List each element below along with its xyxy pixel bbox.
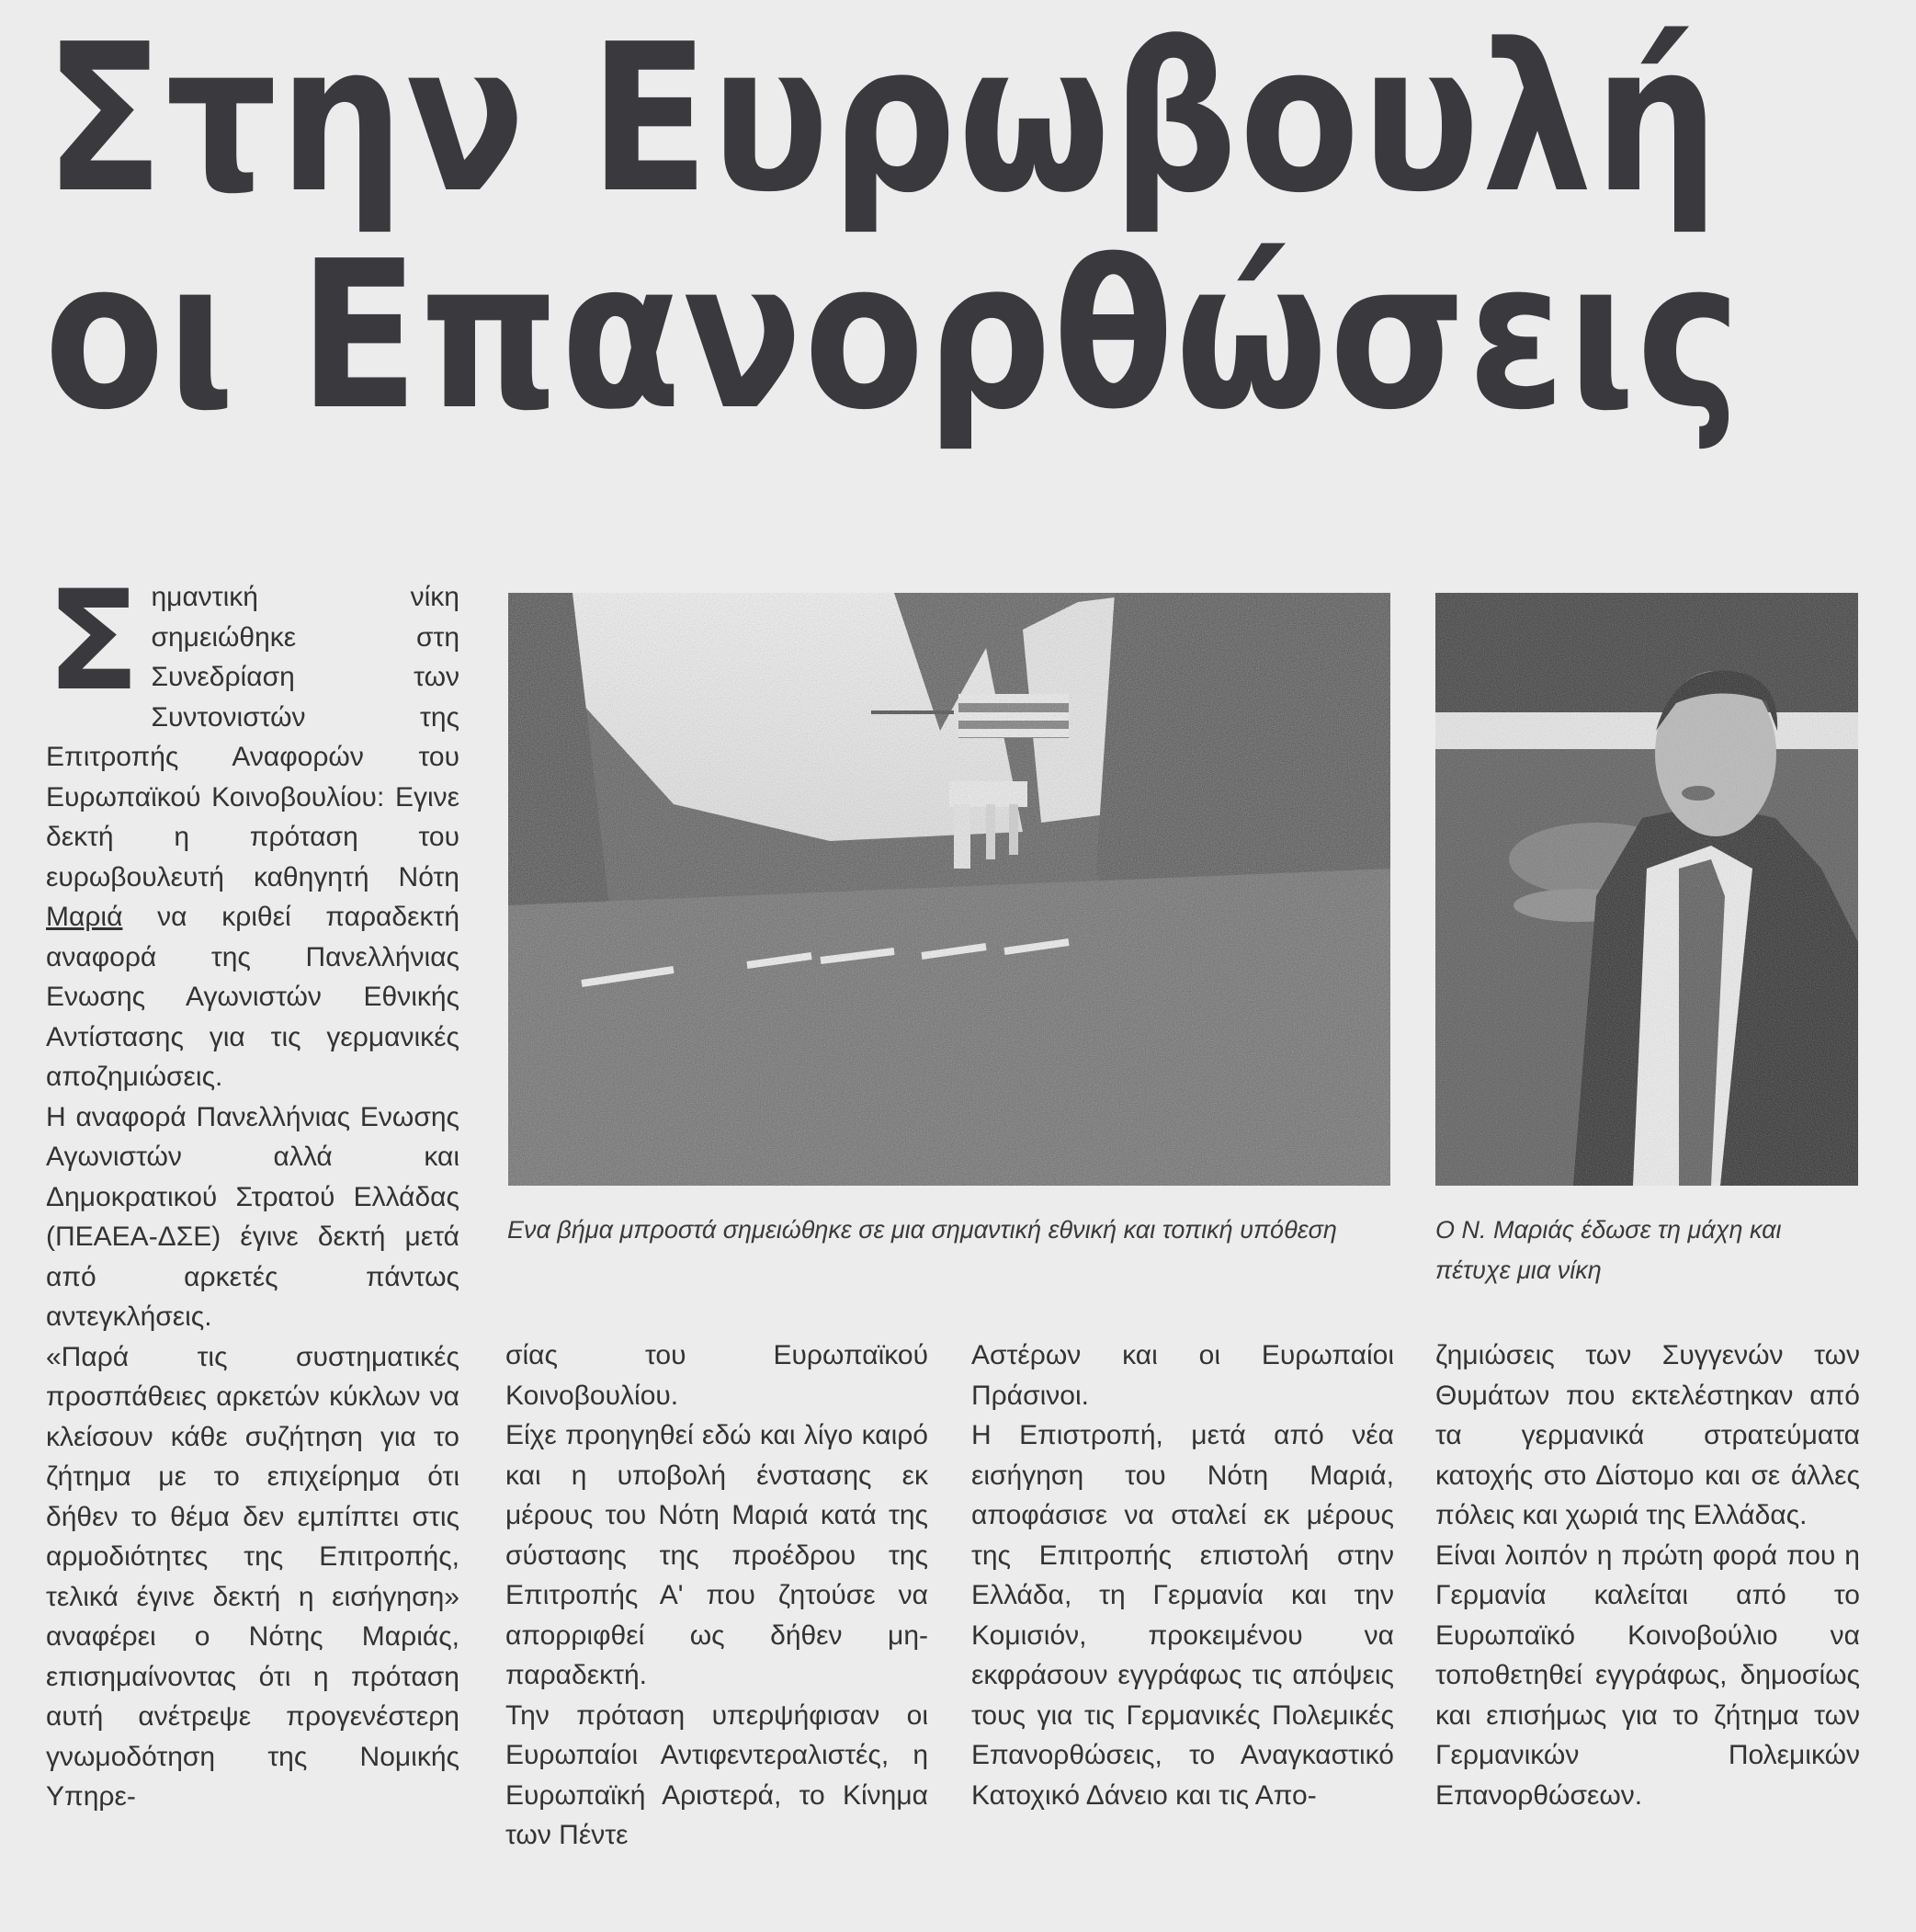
intro-text-b: να κριθεί παραδεκτή αναφορά της Πανελλήνιας Ενωσης Αγωνιστών Εθνικής Αντίστασης για τις γερμανικές αποζημιώσεις. — [46, 902, 459, 1092]
portrait-photo — [1435, 593, 1858, 1186]
drop-cap: Σ — [46, 562, 141, 722]
paragraph-intro — [46, 562, 459, 1097]
headline-line-1: Στην Ευρωβουλή — [44, 1, 1721, 238]
portrait-photo-image — [1435, 593, 1858, 1186]
paragraph: Είχε προηγηθεί εδώ και λίγο καιρό και η υποβολή ένστασης εκ μέρους του Νότη Μαριά κατά της σύστασης της προέδρου της Επιτροπής Α' που ζητούσε να απορριφθεί ως δήθεν μη-παραδεκτή. — [505, 1420, 928, 1690]
article-column-2 — [505, 1335, 928, 1856]
article-column-1 — [46, 562, 459, 1817]
paragraph: Αστέρων και οι Ευρωπαίοι Πράσινοι. — [971, 1340, 1394, 1411]
memorial-photo-caption: Ενα βήμα μπροστά σημειώθηκε σε μια σημαντική εθνική και τοπική υπόθεση — [507, 1216, 1337, 1244]
paragraph: σίας του Ευρωπαϊκού Κοινοβουλίου. — [505, 1340, 928, 1411]
underlined-name: Μαριά — [46, 902, 123, 932]
headline-line-2: οι Επανορθώσεις — [44, 218, 1742, 455]
headline — [44, 1, 1742, 455]
paragraph: Η αναφορά Πανελλήνιας Ενωσης Αγωνιστών αλλά και Δημοκρατικού Στρατού Ελλάδας (ΠΕΑΕΑ-ΔΣΕ) έγινε δεκτή μετά από αρκετές πάντως αντεγκλήσεις. — [46, 1101, 459, 1332]
portrait-photo-caption: Ο Ν. Μαριάς έδωσε τη μάχη και πέτυχε μια νίκη — [1435, 1216, 1782, 1284]
paragraph: «Παρά τις συστηματικές προσπάθειες αρκετών κύκλων να κλείσουν κάθε συζήτηση για το ζήτημα με το επιχείρημα ότι δήθεν το θέμα δεν εμπίπτει στις αρμοδιότητες της Επιτροπής, τελικά έγινε δεκτή η εισήγηση» αναφέρει ο Νότης Μαριάς, επισημαίνοντας ότι η πρόταση αυτή ανέτρεψε προγενέστερη γνωμοδότηση της Νομικής Υπηρε- — [46, 1341, 459, 1812]
intro-text-a: ημαντική νίκη σημειώθηκε στη Συνεδρίαση των Συντονιστών της Επιτροπής Αναφορών του Ευρωπαϊκού Κοινοβουλίου: Εγινε δεκτή η πρόταση του ευρωβουλευτή καθηγητή Νότη — [46, 582, 459, 892]
paragraph: ζημιώσεις των Συγγενών των Θυμάτων που εκτελέστηκαν από τα γερμανικά στρατεύματα κατοχής στο Δίστομο και σε άλλες πόλεις και χωριά της Ελλάδας. — [1435, 1340, 1860, 1530]
memorial-photo — [508, 593, 1390, 1186]
paragraph: Είναι λοιπόν η πρώτη φορά που η Γερμανία καλείται από το Ευρωπαϊκό Κοινοβούλιο να τοποθετηθεί εγγράφως, δημοσίως και επισήμως για το ζήτημα των Γερμανικών Πολεμικών Επανορθώσεων. — [1435, 1540, 1860, 1811]
paragraph: Η Επιστροπή, μετά από νέα εισήγηση του Νότη Μαριά, αποφάσισε να σταλεί εκ μέρους της Επιτροπής επιστολή στην Ελλάδα, τη Γερμανία και την Κομισιόν, προκειμένου να εκφράσουν εγγράφως τις απόψεις τους για τις Γερμανικές Πολεμικές Επανορθώσεις, το Αναγκαστικό Κατοχικό Δάνειο και τις Απο- — [971, 1420, 1394, 1811]
article-column-3 — [971, 1335, 1394, 1815]
memorial-photo-image — [508, 593, 1390, 1186]
article-column-4 — [1435, 1335, 1860, 1815]
paragraph: Την πρόταση υπερψήφισαν οι Ευρωπαίοι Αντιφεντεραλιστές, η Ευρωπαϊκή Αριστερά, το Κίνημα των Πέντε — [505, 1699, 928, 1850]
